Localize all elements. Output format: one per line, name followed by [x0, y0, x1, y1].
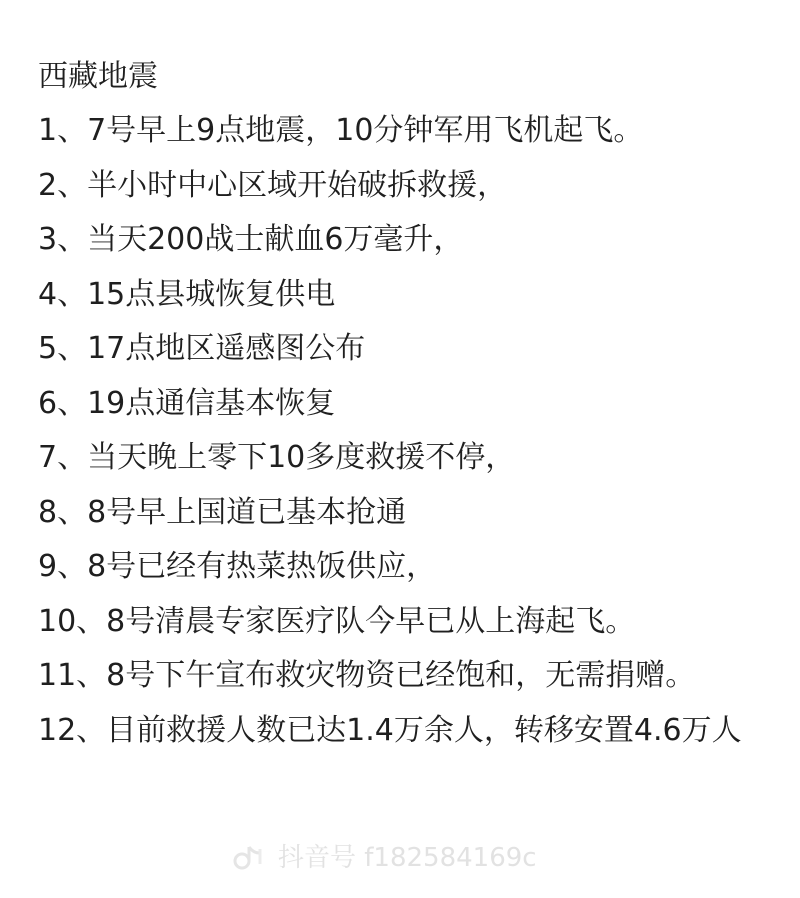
event-list — [38, 104, 778, 758]
list-item: 11、8号下午宣布救灾物资已经饱和，无需捐赠。 — [38, 658, 696, 693]
tiktok-logo-icon — [232, 843, 270, 873]
list-item: 4、15点县城恢复供电 — [38, 276, 336, 312]
list-item: 10、8号清晨专家医疗队今早已从上海起飞。 — [38, 603, 636, 639]
list-item: 5、17点地区遥感图公布 — [38, 331, 366, 366]
list-item: 1、7号早上9点地震，10分钟军用飞机起飞。 — [38, 113, 644, 148]
list-item: 2、半小时中心区域开始破拆救援， — [38, 167, 508, 203]
list-item: 6、19点通信基本恢复 — [38, 385, 336, 421]
watermark-text: 抖音号 f182584169c — [278, 843, 537, 873]
list-item: 8、8号早上国道已基本抢通 — [38, 494, 407, 530]
list-item: 12、目前救援人数已达1.4万余人，转移安置4.6万人 — [38, 712, 742, 748]
list-item: 3、当天200战士献血6万毫升， — [38, 222, 464, 257]
document-title: 西藏地震 — [38, 59, 158, 94]
watermark — [232, 838, 537, 878]
list-item: 7、当天晚上零下10多度救援不停， — [38, 440, 516, 475]
list-item: 9、8号已经有热菜热饭供应， — [38, 549, 437, 584]
